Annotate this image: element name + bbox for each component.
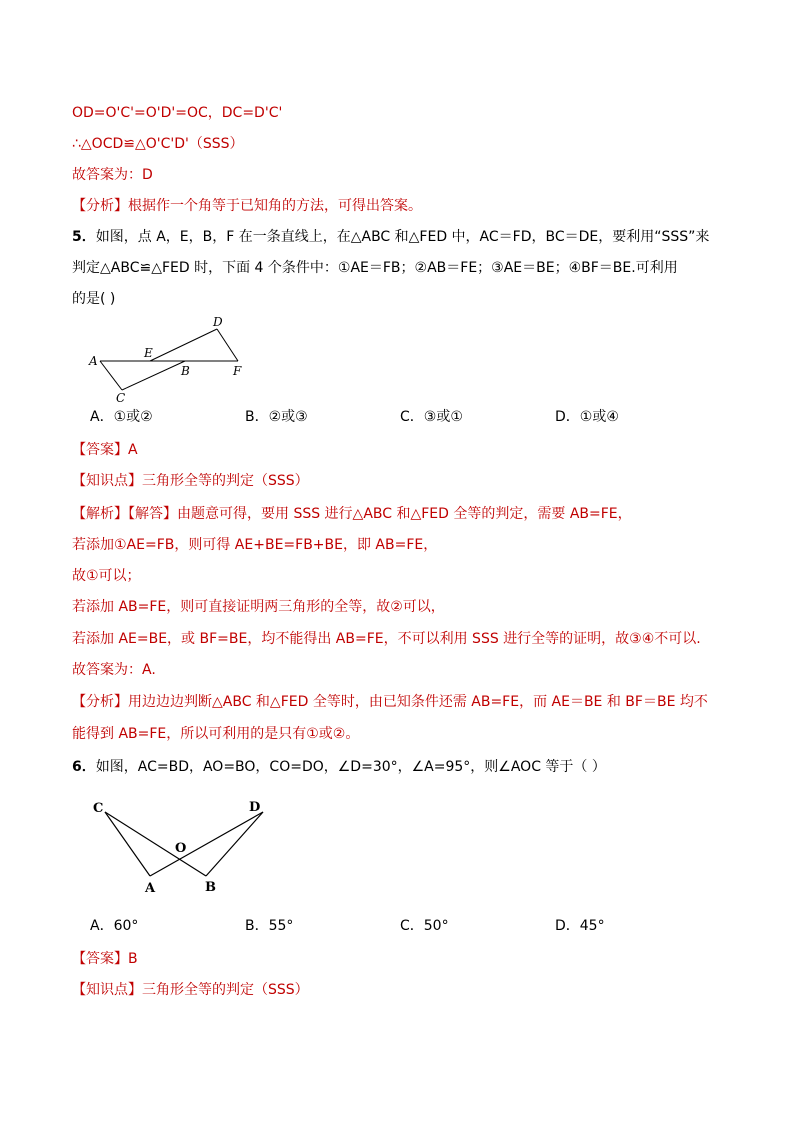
q5-answer xyxy=(72,440,138,460)
q5-option-c: C．③或① xyxy=(400,409,463,425)
answer-tag: 【答案】 xyxy=(72,442,128,458)
q5-solution-line-2: 若添加①AE=FB，则可得 AE+BE=FB+BE，即 AB=FE， xyxy=(72,537,438,553)
label-a: A xyxy=(89,354,98,368)
label-o: O xyxy=(175,841,187,856)
kp-text: 三角形全等的判定（SSS） xyxy=(142,473,309,489)
segment-da xyxy=(150,812,263,876)
solution-text-1: 由题意可得，要用 SSS 进行△ABC 和△FED 全等的判定，需要 AB=FE， xyxy=(177,506,632,522)
prev-answer-value: D xyxy=(142,167,153,183)
q6-figure xyxy=(88,792,278,902)
q5-stem-line-2: 判定△ABC≌△FED 时，下面 4 个条件中：①AE＝FB；②AB＝FE；③AE＝BE；④BF＝BE.可利用 xyxy=(72,260,678,276)
analysis-tag: 【分析】 xyxy=(72,198,128,214)
label-b: B xyxy=(205,880,216,895)
q6-knowledge-point xyxy=(72,980,309,1000)
label-e: E xyxy=(144,346,153,360)
label-c: C xyxy=(93,801,104,816)
solution-tag: 【解析】【解答】 xyxy=(72,506,177,522)
prev-answer-label: 故答案为： xyxy=(72,167,142,183)
kp-tag: 【知识点】 xyxy=(72,473,142,489)
q5-stem-line-3: 的是( ) xyxy=(72,291,116,307)
segment-cb xyxy=(105,812,206,876)
q5-stem-line-1 xyxy=(72,227,709,247)
line-ed xyxy=(150,329,217,361)
q5-option-b: B．②或③ xyxy=(245,409,308,425)
q6-answer xyxy=(72,949,138,969)
prev-analysis xyxy=(72,196,422,216)
q5-analysis-line-2: 能得到 AB=FE，所以可利用的是只有①或②。 xyxy=(72,726,360,742)
q6-option-a: A．60° xyxy=(90,918,139,934)
analysis-text-1: 用边边边判断△ABC 和△FED 全等时，由已知条件还需 AB=FE，而 AE＝BE 和 BF＝BE 均不 xyxy=(128,694,708,710)
label-f: F xyxy=(233,364,242,378)
line-df xyxy=(217,329,238,361)
q5-solution-line-4: 若添加 AB=FE，则可直接证明两三角形的全等，故②可以， xyxy=(72,599,445,615)
q5-number: 5． xyxy=(72,229,96,245)
q5-solution-line-3: 故①可以； xyxy=(72,568,141,584)
analysis-text: 根据作一个角等于已知角的方法，可得出答案。 xyxy=(128,198,422,214)
q6-stem-text: 如图，AC=BD，AO=BO，CO=DO，∠D=30°，∠A=95°，则∠AOC 等于（ ） xyxy=(95,759,606,775)
line-cb xyxy=(122,361,185,390)
label-c: C xyxy=(116,391,126,402)
label-d: D xyxy=(213,315,223,329)
q6-option-d: D．45° xyxy=(555,918,605,934)
q6-stem-line xyxy=(72,757,606,777)
q5-figure xyxy=(80,312,260,402)
q5-solution-line-6: 故答案为：A. xyxy=(72,662,156,678)
label-a: A xyxy=(145,881,156,896)
answer-value: A xyxy=(128,442,138,458)
q5-option-a: A．①或② xyxy=(90,409,153,425)
q5-analysis-line-1 xyxy=(72,692,708,712)
segment-db xyxy=(206,812,263,876)
answer-tag: 【答案】 xyxy=(72,951,128,967)
label-b: B xyxy=(181,364,190,378)
prev-solution-line-2: ∴△OCD≌△O'C'D'（SSS） xyxy=(72,136,244,152)
q5-stem-text-1: 如图，点 A，E，B，F 在一条直线上，在△ABC 和△FED 中，AC＝FD，BC＝DE，要利用“SSS”来 xyxy=(95,229,710,245)
q6-number: 6． xyxy=(72,759,96,775)
line-ac xyxy=(100,361,122,390)
q5-solution-line-1 xyxy=(72,504,632,524)
q5-option-d: D．①或④ xyxy=(555,409,619,425)
q6-option-c: C．50° xyxy=(400,918,449,934)
label-d: D xyxy=(249,800,261,815)
q5-knowledge-point xyxy=(72,471,309,491)
q5-solution-line-5: 若添加 AE=BE，或 BF=BE，均不能得出 AB=FE，不可以利用 SSS 进行全等的证明，故③④不可以. xyxy=(72,631,701,647)
kp-tag: 【知识点】 xyxy=(72,982,142,998)
answer-value: B xyxy=(128,951,138,967)
kp-text: 三角形全等的判定（SSS） xyxy=(142,982,309,998)
q6-option-b: B．55° xyxy=(245,918,294,934)
analysis-tag: 【分析】 xyxy=(72,694,128,710)
prev-answer-line xyxy=(72,165,153,185)
segment-ca xyxy=(105,812,150,876)
prev-solution-line-1: OD=O'C'=O'D'=OC，DC=D'C' xyxy=(72,105,283,121)
